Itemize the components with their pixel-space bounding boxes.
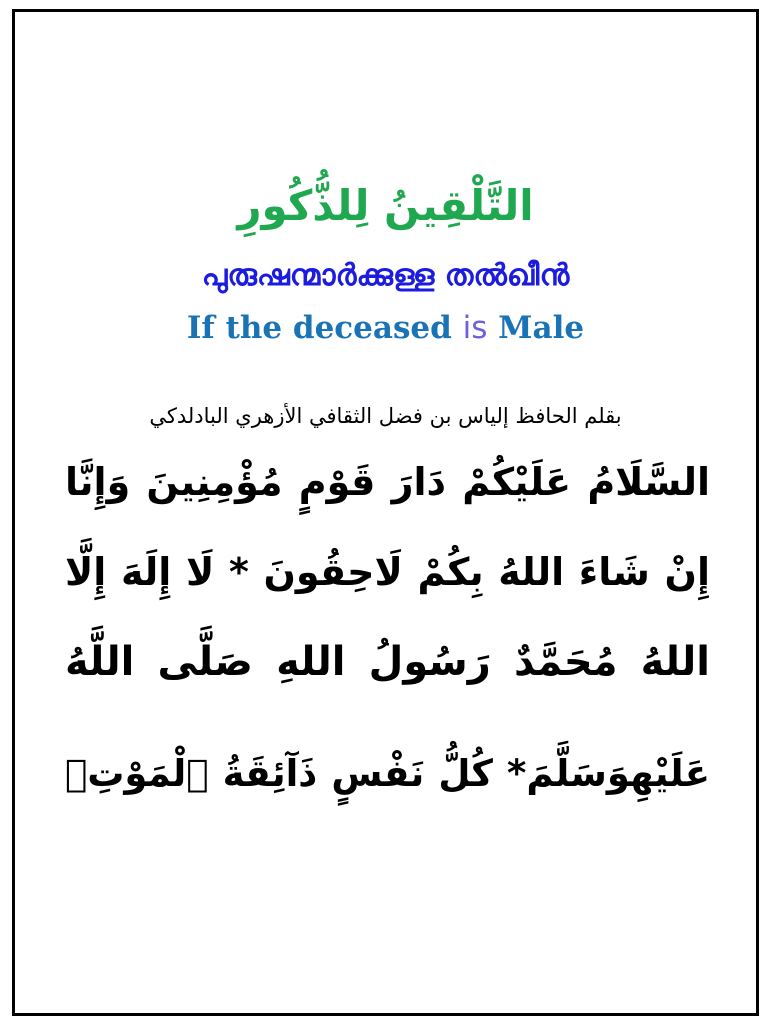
arabic-title: التَّلْقِينُ لِلذُّكُورِ — [237, 181, 534, 230]
supplication-line-1: السَّلَامُ عَلَيْكُمْ دَارَ قَوْمٍ مُؤْمِنِينَ وَإِنَّا — [65, 460, 710, 504]
malayalam-title: പുരുഷന്മാർക്കുള്ള തൽഖീൻ — [201, 258, 570, 293]
author-line: بقلم الحافظ إلياس بن فضل الثقافي الأزهري البادلدكي — [149, 404, 622, 428]
english-title — [15, 306, 756, 350]
english-title-part2: Male — [487, 310, 585, 346]
english-title-part1: If the deceased — [186, 310, 463, 346]
supplication-line-2: إِنْ شَاءَ اللهُ بِكُمْ لَاحِقُونَ * لَا إِلَهَ إِلَّا — [65, 550, 710, 594]
english-title-is: is — [462, 310, 488, 346]
supplication-line-4: عَلَيْهِوَسَلَّمَ* كُلُّ نَفْسٍ ذَآئِقَةُ ٱلْمَوْتِۗ — [65, 752, 710, 795]
supplication-line-3: اللهُ مُحَمَّدٌ رَسُولُ اللهِ صَلَّى اللَّهُ — [65, 639, 710, 685]
document-page — [12, 9, 759, 1016]
